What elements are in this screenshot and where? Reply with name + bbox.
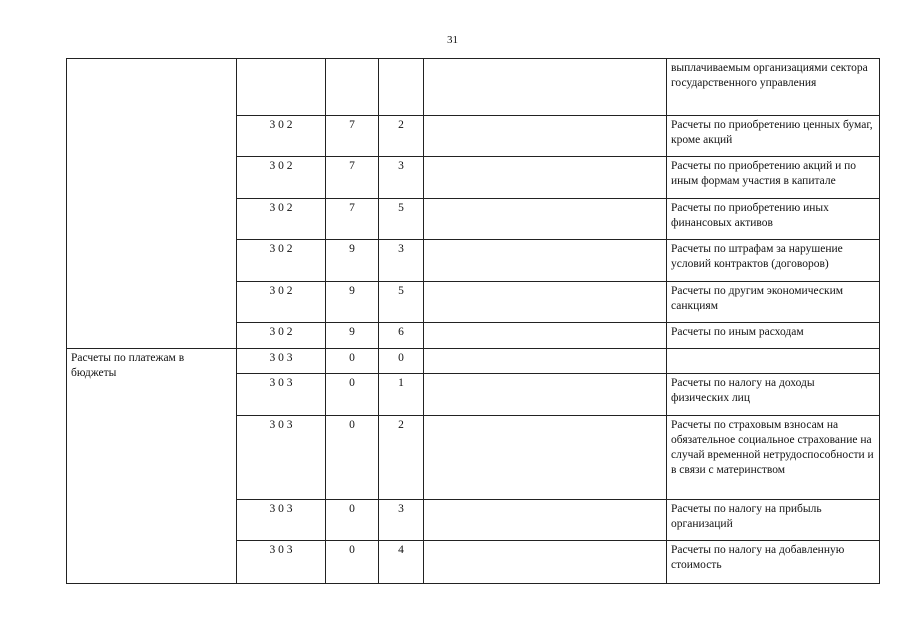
code-a-cell: 0	[326, 374, 379, 416]
empty-cell	[424, 199, 667, 240]
code-a-cell: 0	[326, 500, 379, 541]
empty-cell	[424, 541, 667, 584]
code-b-cell: 2	[379, 116, 424, 157]
code-a-cell	[326, 59, 379, 116]
code-b-cell: 3	[379, 500, 424, 541]
account-code-cell: 3 0 2	[237, 240, 326, 282]
empty-cell	[424, 116, 667, 157]
code-a-cell: 0	[326, 349, 379, 374]
code-b-cell: 4	[379, 541, 424, 584]
description-cell: Расчеты по налогу на добавленную стоимость	[667, 541, 880, 584]
group-name-cell	[67, 59, 237, 349]
empty-cell	[424, 282, 667, 323]
description-cell: Расчеты по налогу на доходы физических лиц	[667, 374, 880, 416]
table-row	[67, 59, 880, 116]
description-cell: Расчеты по другим экономическим санкциям	[667, 282, 880, 323]
account-code-cell: 3 0 3	[237, 541, 326, 584]
empty-cell	[424, 416, 667, 500]
empty-cell	[424, 323, 667, 349]
code-a-cell: 0	[326, 541, 379, 584]
account-code-cell: 3 0 3	[237, 349, 326, 374]
description-cell	[667, 349, 880, 374]
description-cell: Расчеты по страховым взносам на обязательное социальное страхование на случай временной нетрудоспособности и в связи с материнством	[667, 416, 880, 500]
description-cell: Расчеты по налогу на прибыль организаций	[667, 500, 880, 541]
code-a-cell: 7	[326, 199, 379, 240]
code-a-cell: 7	[326, 157, 379, 199]
account-code-cell: 3 0 2	[237, 199, 326, 240]
empty-cell	[424, 500, 667, 541]
account-code-cell: 3 0 2	[237, 116, 326, 157]
code-b-cell	[379, 59, 424, 116]
account-code-cell	[237, 59, 326, 116]
empty-cell	[424, 240, 667, 282]
account-code-cell: 3 0 2	[237, 323, 326, 349]
code-a-cell: 9	[326, 282, 379, 323]
code-a-cell: 7	[326, 116, 379, 157]
code-b-cell: 5	[379, 199, 424, 240]
code-a-cell: 0	[326, 416, 379, 500]
code-b-cell: 3	[379, 240, 424, 282]
account-code-cell: 3 0 2	[237, 282, 326, 323]
code-b-cell: 3	[379, 157, 424, 199]
code-a-cell: 9	[326, 240, 379, 282]
code-b-cell: 6	[379, 323, 424, 349]
description-cell: Расчеты по иным расходам	[667, 323, 880, 349]
account-code-cell: 3 0 3	[237, 416, 326, 500]
page-number: 31	[447, 34, 458, 46]
empty-cell	[424, 157, 667, 199]
code-b-cell: 5	[379, 282, 424, 323]
account-code-cell: 3 0 3	[237, 500, 326, 541]
description-cell: Расчеты по приобретению иных финансовых активов	[667, 199, 880, 240]
description-cell: Расчеты по штрафам за нарушение условий контрактов (договоров)	[667, 240, 880, 282]
description-cell: выплачиваемым организациями сектора государственного управления	[667, 59, 880, 116]
empty-cell	[424, 349, 667, 374]
code-a-cell: 9	[326, 323, 379, 349]
description-cell: Расчеты по приобретению ценных бумаг, кроме акций	[667, 116, 880, 157]
description-cell: Расчеты по приобретению акций и по иным формам участия в капитале	[667, 157, 880, 199]
account-code-cell: 3 0 3	[237, 374, 326, 416]
code-b-cell: 0	[379, 349, 424, 374]
code-b-cell: 1	[379, 374, 424, 416]
table-row	[67, 349, 880, 374]
empty-cell	[424, 374, 667, 416]
code-b-cell: 2	[379, 416, 424, 500]
empty-cell	[424, 59, 667, 116]
group-name-cell: Расчеты по платежам в бюджеты	[67, 349, 237, 584]
account-code-cell: 3 0 2	[237, 157, 326, 199]
accounts-table	[66, 58, 880, 584]
